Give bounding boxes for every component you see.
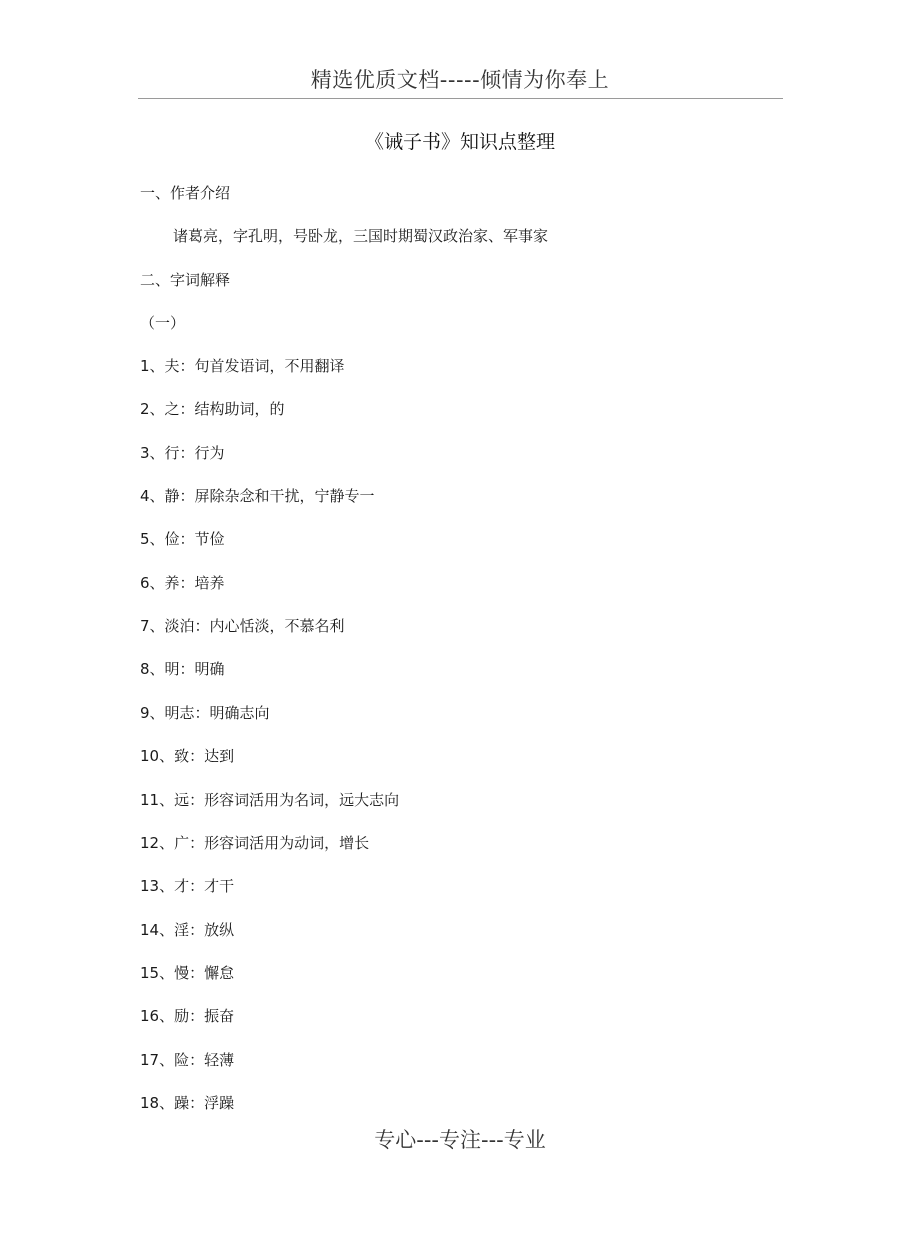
vocab-item: 15、慢：懈怠 xyxy=(140,964,235,982)
vocab-item: 17、险：轻薄 xyxy=(140,1051,235,1069)
page-header: 精选优质文档-----倾情为你奉上 xyxy=(310,68,610,92)
vocab-item: 8、明：明确 xyxy=(140,660,225,678)
author-description: 诸葛亮，字孔明，号卧龙，三国时期蜀汉政治家、军事家 xyxy=(173,227,549,245)
vocab-item: 7、淡泊：内心恬淡，不慕名利 xyxy=(140,617,345,635)
vocab-item: 1、夫：句首发语词，不用翻译 xyxy=(140,357,345,375)
vocab-item: 13、才：才干 xyxy=(140,877,235,895)
section-heading-vocabulary: 二、字词解释 xyxy=(140,271,231,289)
vocab-item: 18、躁：浮躁 xyxy=(140,1094,235,1112)
vocab-item: 11、远：形容词活用为名词，远大志向 xyxy=(140,791,400,809)
vocab-item: 14、淫：放纵 xyxy=(140,921,235,939)
vocab-item: 3、行：行为 xyxy=(140,444,225,462)
header-divider xyxy=(138,98,783,99)
vocab-item: 4、静：屏除杂念和干扰，宁静专一 xyxy=(140,487,375,505)
page-footer: 专心---专注---专业 xyxy=(374,1128,546,1152)
subsection-label: （一） xyxy=(140,314,186,332)
vocab-item: 10、致：达到 xyxy=(140,747,235,765)
vocab-item: 6、养：培养 xyxy=(140,574,225,592)
document-title: 《诫子书》知识点整理 xyxy=(364,131,555,153)
vocab-item: 9、明志：明确志向 xyxy=(140,704,270,722)
section-heading-author: 一、作者介绍 xyxy=(140,184,231,202)
vocab-item: 5、俭：节俭 xyxy=(140,530,225,548)
vocab-item: 2、之：结构助词，的 xyxy=(140,400,285,418)
vocab-item: 16、励：振奋 xyxy=(140,1007,235,1025)
vocab-item: 12、广：形容词活用为动词，增长 xyxy=(140,834,370,852)
